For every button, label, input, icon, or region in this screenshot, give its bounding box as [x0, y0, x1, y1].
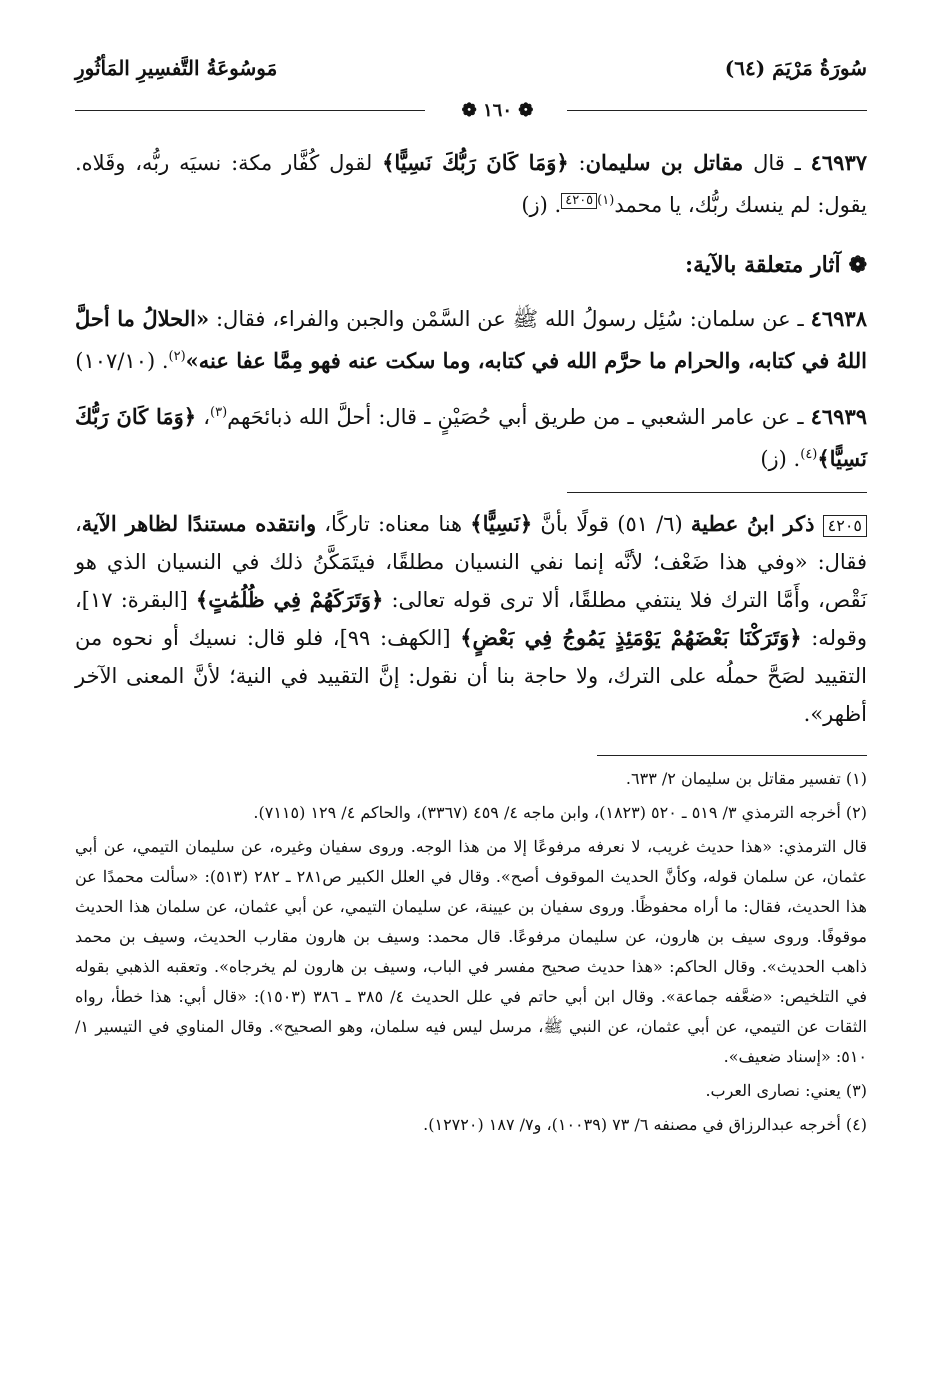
footnote-4: (٤) أخرجه عبدالرزاق في مصنفه ٦/ ٧٣ (١٠٠٣٩)، و٧/ ١٨٧ (١٢٧٢٠). [423, 1115, 867, 1134]
commentary-author: ذكر ابنُ عطية [690, 511, 815, 536]
athar-entry-46938: ٤٦٩٣٨ ـ عن سلمان: سُئِل رسولُ الله ﷺ عن السَّمْن والجبن والفراء، فقال: «الحلالُ ما أحلَّ اللهُ في كتابه، والحرام ما حرَّم الله في كتابه، وما سكت عنه فهو مِمَّا عفا عنه»$^{(٢)}$. (١٠٧/١٠) [75, 306, 867, 373]
commentary-block: ٤٢٠٥ ذكر ابنُ عطية (٦/ ٥١) قولًا بأنَّ ﴿نَسِيًّا﴾ هنا معناه: تاركًا، وانتقده مستندًا لظاهر الآية، فقال: «وفي هذا ضَعْف؛ لأنَّه إنما نفي النسيان مطلقًا، فيتَمَكَّنُ ذلك في النسيان الذي هو نَقْص، وأَمَّا الترك فلا ينتفي مطلقًا، ألا ترى قوله تعالى: ﴿وَتَرَكَهُمْ فِي ظُلُمَٰتٍ﴾ [البقرة: ١٧]، وقوله: ﴿وَتَرَكْنَا بَعْضَهُمْ يَوْمَئِذٍ يَمُوجُ فِي بَعْضٍ﴾ [الكهف: ٩٩]، فلو قال: نسيك أو نحوه من التقييد لصَحَّ حملُه على الترك، ولا حاجة بنا أن نقول: إنَّ التقييد في النية؛ لأنَّ المعنى الآخر أظهر». [75, 511, 867, 726]
entry-number: ٤٦٩٣٧ [810, 150, 868, 175]
header-rule-left [75, 110, 425, 111]
athar-entry-46939: ٤٦٩٣٩ ـ عن عامر الشعبي ـ من طريق أبي حُصَيْنٍ ـ قال: أحلَّ الله ذبائحَهم$^{(٣)}$، ﴿وَمَا كَانَ رَبُّكَ نَسِيًّا﴾$^{(٤)}$. (ز) [75, 404, 868, 471]
commentary-separator [567, 492, 867, 493]
quran-quote: ﴿وَمَا كَانَ رَبُّكَ نَسِيًّا﴾ [382, 150, 569, 175]
entry-author: مقاتل بن سليمان [585, 150, 744, 175]
hadith-text: «الحلالُ ما أحلَّ اللهُ في كتابه، والحرام ما حرَّم الله في كتابه، وما سكت عنه فهو مِمَّا عفا عنه» [75, 306, 867, 373]
footnote-ref: (٢) [168, 349, 186, 364]
footnote-3: (٣) يعني: نصارى العرب. [705, 1081, 867, 1100]
footnote-ref: (١) [597, 193, 615, 208]
header-rule-right [567, 110, 867, 111]
footnote-2: (٢) أخرجه الترمذي ٣/ ٥١٩ ـ ٥٢٠ (١٨٢٣)، وابن ماجه ٤/ ٤٥٩ (٣٣٦٧)، والحاكم ٤/ ١٢٩ (٧١١٥). [253, 803, 867, 822]
footnotes [75, 764, 867, 1140]
commentary-ref-box: ٤٢٠٥ [561, 193, 597, 209]
footnote-separator [597, 755, 867, 756]
footnote-ref: (٤) [800, 447, 818, 462]
footnote-1: (١) تفسير مقاتل بن سليمان ٢/ ٦٣٣. [625, 769, 867, 788]
surah-title: سُورَةُ مَرْيَمَ (٦٤) [724, 56, 867, 80]
section-heading: ❁آثار متعلقة بالآية: [75, 246, 867, 284]
quran-quote: ﴿وَمَا كَانَ رَبُّكَ نَسِيًّا﴾ [75, 404, 867, 471]
entry-number: ٤٦٩٣٩ [810, 404, 868, 429]
commentary-critique: وانتقده مستندًا لظاهر الآية [81, 511, 317, 536]
entry-number: ٤٦٩٣٨ [810, 306, 867, 331]
flower-ornament-icon: ❁ [848, 252, 867, 278]
book-title: مَوسُوعَةُ التَّفسِيرِ المَأثُورِ [75, 56, 278, 80]
page-number: ❁ ١٦٠ ❁ [430, 100, 565, 121]
quran-quote: ﴿نَسِيًّا﴾ [470, 511, 533, 536]
commentary-number-box: ٤٢٠٥ [823, 515, 867, 537]
page-number-row [75, 100, 867, 144]
footnote-2-note: قال الترمذي: «هذا حديث غريب، لا نعرفه مرفوعًا إلا من هذا الوجه. وروى سفيان وغيره، عن سليمان التيمي، عن أبي عثمان، عن سلمان قوله، وكأنَّ الحديث الموقوف أصح». وقال في العلل الكبير ص٢٨١ ـ ٢٨٢ (٥١٣): «سألت محمدًا عن هذا الحديث، فقال: ما أراه محفوظًا. وروى سفيان بن عيينة، عن سليمان التيمي، عن أبي عثمان، عن سلمان هذا الحديث موقوفًا. وروى سيف بن هارون، عن سليمان مرفوعًا. قال محمد: وسيف بن هارون مقارب الحديث، وسيف بن محمد ذاهب الحديث». وقال الحاكم: «هذا حديث صحيح مفسر في الباب، وسيف بن هارون لم يخرجاه». وتعقبه الذهبي بقوله في التلخيص: «ضعَّفه جماعة». وقال ابن أبي حاتم في علل الحديث ٤/ ٣٨٥ ـ ٣٨٦ (١٥٠٣): «قال أبي: هذا خطأ، رواه الثقات عن التيمي، عن أبي عثمان، عن النبي ﷺ، مرسل ليس فيه سلمان، وهو الصحيح». وقال المناوي في التيسير ١/ ٥١٠: «إسناد ضعيف». [75, 837, 868, 1066]
page [75, 50, 867, 1144]
athar-entry-46937: ٤٦٩٣٧ ـ قال مقاتل بن سليمان: ﴿وَمَا كَانَ رَبُّكَ نَسِيًّا﴾ لقول كُفَّار مكة: نسيَه ربُّه، وقَلاه. يقول: لم ينسك ربُّك، يا محمد$^{(١)}$٤٢٠٥. (ز) [75, 150, 868, 217]
quran-quote: ﴿وَتَرَكَهُمْ فِي ظُلُمَٰتٍ﴾ [195, 587, 384, 612]
quran-quote: ﴿وَتَرَكْنَا بَعْضَهُمْ يَوْمَئِذٍ يَمُوجُ فِي بَعْضٍ﴾ [460, 625, 802, 650]
page-header [75, 50, 867, 100]
footnote-ref: (٣) [210, 405, 228, 420]
